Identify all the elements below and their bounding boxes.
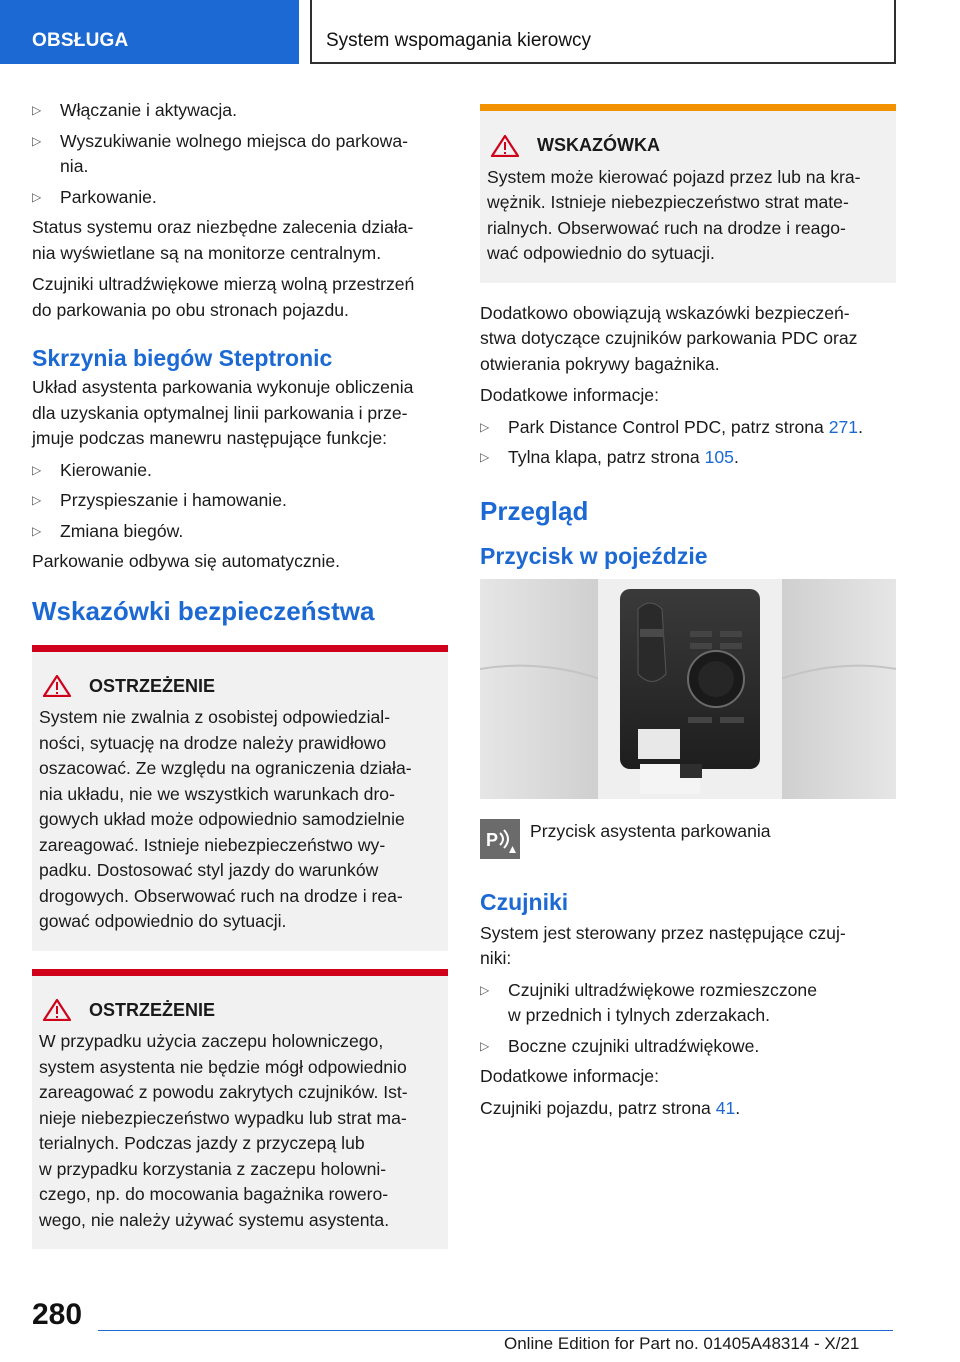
sensor-list — [480, 978, 896, 1060]
warning-title: OSTRZEŻENIE — [39, 674, 438, 700]
note-title: WSKAZÓWKA — [487, 133, 886, 159]
paragraph: System jest sterowany przez następujące czuj- niki: — [480, 922, 846, 968]
paragraph: Status systemu oraz niezbędne zalecenia działa- nia wyświetlane są na monitorze centralnym. — [32, 217, 414, 263]
heading-safety: Wskazówki bezpieczeństwa — [32, 595, 375, 626]
paragraph: Dodatkowo obowiązują wskazówki bezpieczeń- stwa dotyczące czujników parkowania PDC oraz otwierania pokrywy bagażnika. — [480, 302, 858, 374]
note-text: System może kierować pojazd przez lub na kra- wężnik. Istnieje niebezpieczeństwo strat mate- rialnych. Obserwować ruch na drodze i reago- wać odpowiednio do sytuacji. — [487, 166, 861, 263]
list-item: ▷ Włączanie i aktywacja. — [32, 98, 448, 124]
footer-divider — [98, 1330, 893, 1331]
caution-triangle-icon — [491, 135, 521, 157]
triangle-bullet-icon: ▷ — [32, 133, 42, 148]
edition-info: Online Edition for Part no. 01405A48314 - X/21 — [504, 1334, 860, 1353]
triangle-bullet-icon: ▷ — [32, 189, 42, 204]
list-item: ▷ Zmiana biegów. — [32, 519, 448, 545]
section-tab: OBSŁUGA — [0, 0, 299, 64]
list-item: ▷ Park Distance Control PDC, patrz strona 271. — [480, 415, 896, 441]
warning-text: W przypadku użycia zaczepu holowniczego, system asystenta nie będzie mógł odpowiednio zareagować z powodu zakrytych czujników. Ist- nieje niebezpieczeństwo wypadku lub strat ma- terialnych. Podczas jazdy z przyczepą lub w przypadku korzystania z zaczepu holowni- czego, np. do mocowania bagażnika rowero- wego, nie należy używać systemu asystenta. — [39, 1031, 408, 1230]
triangle-bullet-icon: ▷ — [480, 982, 490, 997]
page-link-271[interactable]: 271 — [828, 416, 859, 437]
heading-steptronic: Skrzynia biegów Steptronic — [32, 345, 333, 371]
triangle-bullet-icon: ▷ — [480, 1038, 490, 1053]
heading-button-in-vehicle: Przycisk w pojeździe — [480, 542, 708, 569]
page-link-105[interactable]: 105 — [704, 447, 734, 467]
page-link-41[interactable]: 41 — [715, 1097, 736, 1118]
page-number: 280 — [32, 1298, 83, 1331]
list-item: ▷ Przyspieszanie i hamowanie. — [32, 488, 448, 514]
triangle-bullet-icon: ▷ — [32, 493, 42, 507]
triangle-bullet-icon: ▷ — [32, 103, 42, 117]
heading-overview: Przegląd — [480, 495, 589, 526]
list-item: ▷ Wyszukiwanie wolnego miejsca do parkowa- nia. — [32, 130, 408, 176]
chapter-title: System wspomagania kierowcy — [310, 0, 896, 64]
warning-text: System nie zwalnia z osobistej odpowiedzial- ności, sytuację na drodze należy prawidłowo oszacować. Ze względu na ograniczenia działa- nia układu, nie we wszystkich warunkach dro- gowych układ może odpowiednio samodzielnie zareagować. Istnieje niebezpieczeństwo wy- padku. Dostosować styl jazdy do warunków drogowych. Obserwować ruch na drodze i rea- gować odpowiednio do sytuacji. — [39, 707, 412, 931]
paragraph: Parkowanie odbywa się automatycznie. — [32, 551, 341, 571]
gear-selector-photo — [480, 579, 896, 799]
triangle-bullet-icon: ▷ — [480, 419, 490, 434]
list-item: ▷ Kierowanie. — [32, 458, 448, 484]
paragraph: Dodatkowe informacje: — [480, 385, 659, 405]
list-item: ▷ Tylna klapa, patrz strona 105. — [480, 445, 896, 471]
left-column — [32, 98, 448, 1267]
triangle-bullet-icon: ▷ — [32, 523, 42, 538]
function-list — [32, 98, 448, 210]
reference-list — [480, 415, 896, 471]
warning-triangle-icon — [43, 675, 73, 697]
list-item: ▷ Boczne czujniki ultradźwiękowe. — [480, 1034, 896, 1060]
warning-box — [32, 969, 448, 1250]
paragraph: Układ asystenta parkowania wykonuje obliczenia dla uzyskania optymalnej linii parkowania i prze- jmuje podczas manewru następujące funkcje: — [32, 377, 414, 448]
svg-text:P: P — [486, 829, 499, 850]
function-list — [32, 458, 448, 545]
figure-caption — [480, 819, 896, 859]
heading-sensors: Czujniki — [480, 888, 569, 915]
right-column — [480, 98, 896, 1127]
list-item: ▷ Czujniki ultradźwiękowe rozmieszczone w przednich i tylnych zderzakach. — [480, 979, 817, 1025]
warning-box — [32, 645, 448, 951]
triangle-bullet-icon: ▷ — [480, 450, 490, 464]
paragraph: Czujniki pojazdu, patrz strona 41. — [480, 1097, 741, 1118]
list-item: ▷ Parkowanie. — [32, 185, 448, 211]
warning-title: OSTRZEŻENIE — [39, 998, 438, 1024]
paragraph: Dodatkowe informacje: — [480, 1066, 659, 1086]
caption-text: Przycisk asystenta parkowania — [530, 820, 771, 841]
page-header — [0, 0, 960, 66]
note-box — [480, 104, 896, 283]
warning-triangle-icon — [43, 999, 73, 1021]
park-assist-button-icon — [480, 819, 520, 859]
triangle-bullet-icon: ▷ — [32, 462, 42, 477]
paragraph: Czujniki ultradźwiękowe mierzą wolną przestrzeń do parkowania po obu stronach pojazdu. — [32, 274, 415, 320]
